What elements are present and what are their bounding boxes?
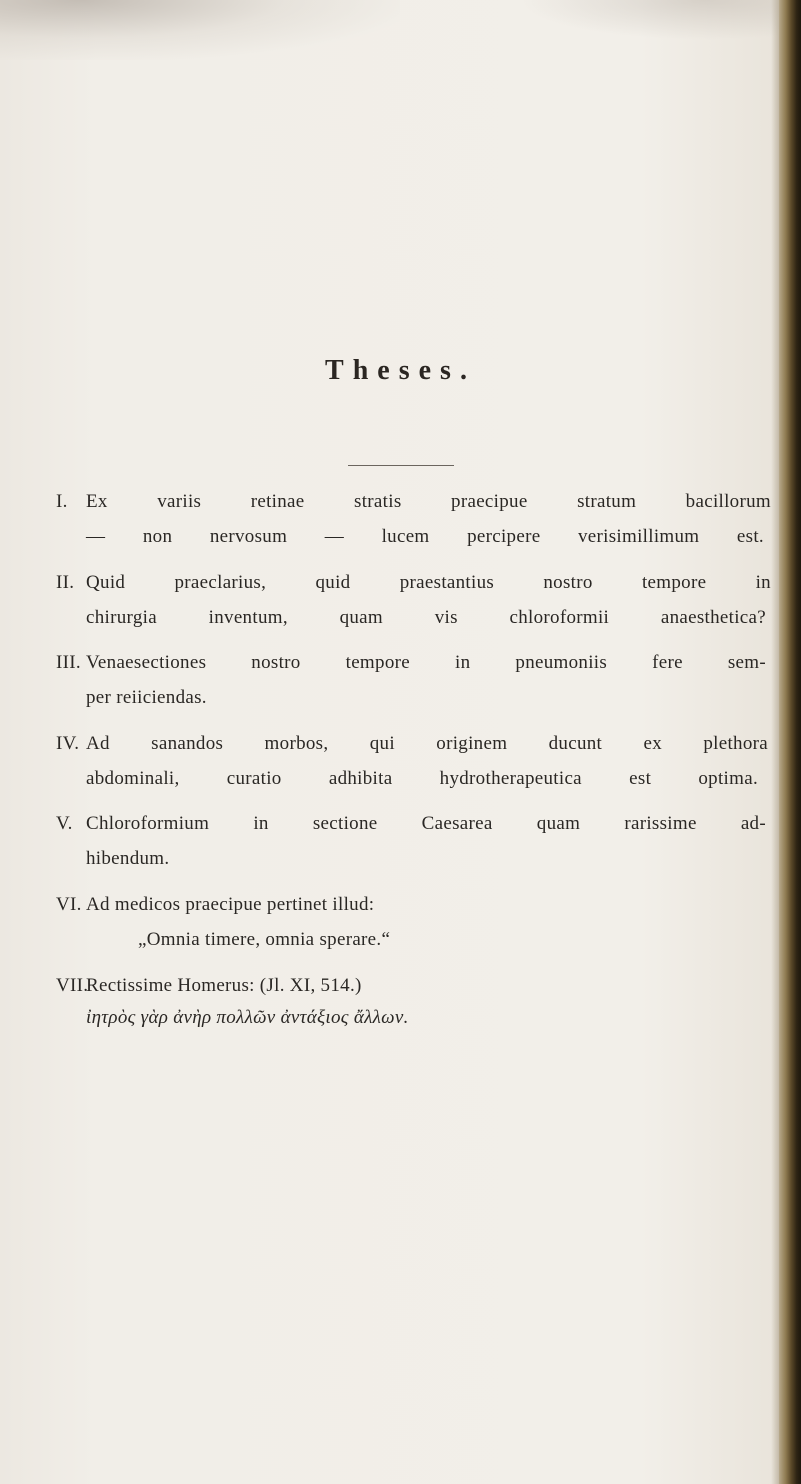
thesis-text-line: chirurgia inventum, quam vis chloroformii anaesthetica? — [86, 607, 766, 628]
thesis-number: VI. — [56, 894, 82, 915]
book-spine — [779, 0, 801, 1484]
thesis-number: V. — [56, 813, 73, 834]
thesis-number: III. — [56, 652, 81, 673]
thesis-text-line: Rectissime Homerus: (Jl. XI, 514.) — [86, 975, 362, 996]
thesis-text-line: Chloroformium in sectione Caesarea quam rarissime ad- — [86, 813, 766, 834]
thesis-text-line: abdominali, curatio adhibita hydrotherapeutica est optima. — [86, 768, 758, 789]
paper-stain — [521, 0, 781, 40]
thesis-text-line: Ad medicos praecipue pertinet illud: — [86, 894, 375, 915]
page-title: Theses. — [325, 355, 476, 386]
thesis-text-line: hibendum. — [86, 848, 170, 869]
greek-quotation: ἰητρὸς γὰρ ἀνὴρ πολλῶν ἀντάξιος ἄλλων. — [86, 1007, 409, 1028]
thesis-number: II. — [56, 572, 75, 593]
thesis-number: IV. — [56, 733, 80, 754]
thesis-number: VII. — [56, 975, 89, 996]
thesis-text-line: Ex variis retinae stratis praecipue stratum bacillorum — [86, 491, 771, 512]
paper-stain — [0, 0, 400, 60]
thesis-quote-line: „Omnia timere, omnia sperare.“ — [138, 929, 391, 950]
binding-shadow — [771, 0, 779, 1484]
title-divider — [348, 465, 454, 466]
thesis-text-line: per reiiciendas. — [86, 687, 207, 708]
thesis-text-line: Quid praeclarius, quid praestantius nostro tempore in — [86, 572, 771, 593]
thesis-text-line: Ad sanandos morbos, qui originem ducunt ex plethora — [86, 733, 768, 754]
thesis-text-line: — non nervosum — lucem percipere verisimillimum est. — [86, 526, 764, 547]
thesis-number: I. — [56, 491, 68, 512]
thesis-text-line: Venaesectiones nostro tempore in pneumoniis fere sem- — [86, 652, 766, 673]
